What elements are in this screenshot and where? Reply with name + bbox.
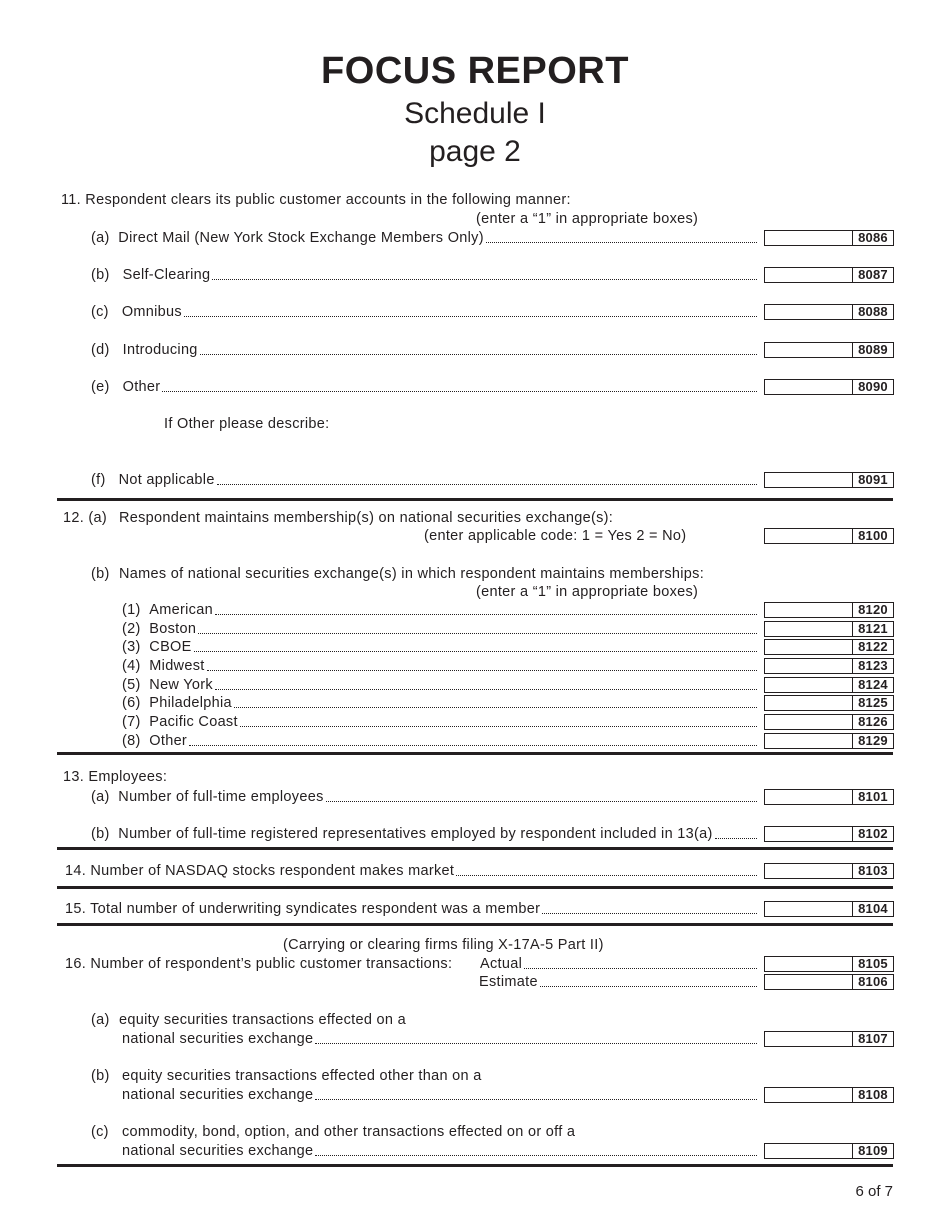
- dot-leader: [215, 613, 757, 615]
- item-number: (b): [91, 267, 110, 283]
- item-label: 14. Number of NASDAQ stocks respondent makes market: [65, 863, 455, 879]
- input-field-8090[interactable]: [764, 379, 894, 395]
- section-divider: [57, 886, 893, 889]
- input-field-8100[interactable]: [764, 528, 894, 544]
- section-divider: [57, 752, 893, 755]
- line-code: 8102: [852, 827, 893, 841]
- item-number: (6): [122, 695, 141, 711]
- exchange-boston: [122, 620, 759, 638]
- section-16-note: (Carrying or clearing firms filing X-17A-5 Part II): [283, 937, 604, 953]
- line-code: 8108: [852, 1088, 893, 1102]
- input-field-8106[interactable]: [764, 974, 894, 990]
- input-field-8101[interactable]: [764, 789, 894, 805]
- item-label: Not applicable: [118, 472, 215, 488]
- input-field-8088[interactable]: [764, 304, 894, 320]
- dot-leader: [184, 315, 757, 317]
- line-code: 8089: [852, 343, 893, 357]
- section-12b-instruction: (enter a “1” in appropriate boxes): [476, 584, 699, 600]
- item-number: (4): [122, 658, 141, 674]
- item-label: Midwest: [149, 658, 205, 674]
- line-11f: [91, 471, 759, 489]
- item-label: Number of full-time employees: [118, 789, 324, 805]
- section-16c-line1: commodity, bond, option, and other transactions effected on or off a: [122, 1124, 576, 1140]
- section-12a-label: Respondent maintains membership(s) on national securities exchange(s):: [119, 510, 614, 526]
- exchange-midwest: [122, 657, 759, 675]
- line-code: 8105: [852, 957, 893, 971]
- line-code: 8122: [852, 640, 893, 654]
- line-code: 8106: [852, 975, 893, 989]
- line-13b: [91, 825, 759, 843]
- item-number: (5): [122, 677, 141, 693]
- exchange-other: [122, 732, 759, 750]
- line-code: 8121: [852, 622, 893, 636]
- line-11a: [91, 229, 759, 247]
- input-field-8089[interactable]: [764, 342, 894, 358]
- item-label: Other: [122, 379, 161, 395]
- input-field-8121[interactable]: [764, 621, 894, 637]
- dot-leader: [524, 967, 757, 969]
- dot-leader: [162, 390, 757, 392]
- input-field-8122[interactable]: [764, 639, 894, 655]
- line-code: 8126: [852, 715, 893, 729]
- item-number: (b): [91, 826, 110, 842]
- dot-leader: [212, 278, 757, 280]
- section-16a-line1: equity securities transactions effected on a: [119, 1012, 406, 1028]
- section-16b-number: (b): [91, 1068, 110, 1084]
- input-field-8087[interactable]: [764, 267, 894, 283]
- item-label: 15. Total number of underwriting syndicates respondent was a member: [65, 901, 541, 917]
- dot-leader: [315, 1098, 757, 1100]
- item-label: Estimate: [479, 974, 538, 990]
- line-code: 8124: [852, 678, 893, 692]
- input-field-8120[interactable]: [764, 602, 894, 618]
- item-label: Actual: [480, 956, 523, 972]
- line-code: 8087: [852, 268, 893, 282]
- line-code: 8104: [852, 902, 893, 916]
- line-16-estimate: [479, 973, 759, 991]
- line-code: 8125: [852, 696, 893, 710]
- item-label: Pacific Coast: [149, 714, 238, 730]
- item-label: Number of full-time registered representatives employed by respondent included in 13(a): [118, 826, 713, 842]
- exchange-american: [122, 601, 759, 619]
- dot-leader: [315, 1154, 757, 1156]
- line-code: 8091: [852, 473, 893, 487]
- input-field-8108[interactable]: [764, 1087, 894, 1103]
- input-field-8124[interactable]: [764, 677, 894, 693]
- item-number: (8): [122, 733, 141, 749]
- item-number: (c): [91, 304, 109, 320]
- section-12b-number: (b): [91, 566, 110, 582]
- dot-leader: [315, 1042, 757, 1044]
- section-divider: [57, 498, 893, 501]
- item-label: Boston: [149, 621, 197, 637]
- section-12b-label: Names of national securities exchange(s) in which respondent maintains memberships:: [119, 566, 705, 582]
- line-11c: [91, 303, 759, 321]
- line-13a: [91, 788, 759, 806]
- input-field-8102[interactable]: [764, 826, 894, 842]
- item-label: American: [149, 602, 213, 618]
- line-11b: [91, 266, 759, 284]
- section-16b-line1: equity securities transactions effected other than on a: [122, 1068, 482, 1084]
- dot-leader: [215, 688, 757, 690]
- dot-leader: [200, 353, 757, 355]
- item-label: CBOE: [149, 639, 192, 655]
- section-divider: [57, 1164, 893, 1167]
- dot-leader: [194, 650, 757, 652]
- item-label: Direct Mail (New York Stock Exchange Members Only): [118, 230, 484, 246]
- item-label: national securities exchange: [122, 1143, 314, 1159]
- dot-leader: [486, 241, 757, 243]
- item-number: (a): [91, 789, 110, 805]
- exchange-philadelphia: [122, 694, 759, 712]
- input-field-8107[interactable]: [764, 1031, 894, 1047]
- input-field-8125[interactable]: [764, 695, 894, 711]
- section-11-instruction: (enter a “1” in appropriate boxes): [476, 211, 699, 227]
- item-number: (2): [122, 621, 141, 637]
- dot-leader: [234, 706, 757, 708]
- line-15: [65, 900, 759, 918]
- item-number: (e): [91, 379, 110, 395]
- line-14: [65, 862, 759, 880]
- item-label: Self-Clearing: [122, 267, 211, 283]
- line-code: 8109: [852, 1144, 893, 1158]
- line-11d: [91, 341, 759, 359]
- line-code: 8090: [852, 380, 893, 394]
- line-code: 8101: [852, 790, 893, 804]
- input-field-8123[interactable]: [764, 658, 894, 674]
- dot-leader: [715, 837, 757, 839]
- dot-leader: [240, 725, 757, 727]
- input-field-8103[interactable]: [764, 863, 894, 879]
- section-16a-number: (a): [91, 1012, 110, 1028]
- exchange-cboe: [122, 638, 759, 656]
- item-label: national securities exchange: [122, 1087, 314, 1103]
- item-number: (d): [91, 342, 110, 358]
- input-field-8086[interactable]: [764, 230, 894, 246]
- input-field-8129[interactable]: [764, 733, 894, 749]
- line-16b: [122, 1086, 759, 1104]
- line-16-actual: [480, 955, 759, 973]
- dot-leader: [189, 744, 757, 746]
- dot-leader: [542, 912, 757, 914]
- section-16c-number: (c): [91, 1124, 109, 1140]
- section-13-heading: 13. Employees:: [63, 769, 168, 785]
- exchange-new-york: [122, 676, 759, 694]
- line-code: 8129: [852, 734, 893, 748]
- line-code: 8120: [852, 603, 893, 617]
- input-field-8109[interactable]: [764, 1143, 894, 1159]
- line-code: 8100: [852, 529, 893, 543]
- item-number: (3): [122, 639, 141, 655]
- line-code: 8088: [852, 305, 893, 319]
- item-number: (a): [91, 230, 110, 246]
- input-field-8104[interactable]: [764, 901, 894, 917]
- dot-leader: [540, 985, 757, 987]
- line-code: 8107: [852, 1032, 893, 1046]
- input-field-8105[interactable]: [764, 956, 894, 972]
- section-divider: [57, 923, 893, 926]
- item-label: Omnibus: [121, 304, 182, 320]
- item-label: national securities exchange: [122, 1031, 314, 1047]
- input-field-8126[interactable]: [764, 714, 894, 730]
- page-label: page 2: [429, 135, 521, 168]
- line-16c: [122, 1142, 759, 1160]
- dot-leader: [207, 669, 757, 671]
- section-12a-number: 12. (a): [63, 510, 108, 526]
- item-number: (f): [91, 472, 106, 488]
- dot-leader: [326, 800, 757, 802]
- other-describe-label: If Other please describe:: [164, 416, 330, 432]
- line-11e: [91, 378, 759, 396]
- dot-leader: [217, 483, 757, 485]
- line-code: 8086: [852, 231, 893, 245]
- line-code: 8103: [852, 864, 893, 878]
- schedule-subtitle: Schedule I: [404, 97, 546, 130]
- dot-leader: [198, 632, 757, 634]
- exchange-pacific-coast: [122, 713, 759, 731]
- item-label: Introducing: [122, 342, 198, 358]
- report-title: FOCUS REPORT: [321, 50, 629, 92]
- section-12a-instruction: (enter applicable code: 1 = Yes 2 = No): [424, 528, 687, 544]
- item-label: Other: [149, 733, 188, 749]
- dot-leader: [456, 874, 757, 876]
- line-16a: [122, 1030, 759, 1048]
- section-16-heading: 16. Number of respondent’s public customer transactions:: [65, 956, 453, 972]
- item-number: (7): [122, 714, 141, 730]
- section-divider: [57, 847, 893, 850]
- item-label: New York: [149, 677, 213, 693]
- section-11-heading: 11. Respondent clears its public customer accounts in the following manner:: [61, 192, 571, 208]
- page-counter: 6 of 7: [855, 1183, 893, 1200]
- item-number: (1): [122, 602, 141, 618]
- item-label: Philadelphia: [149, 695, 232, 711]
- input-field-8091[interactable]: [764, 472, 894, 488]
- line-code: 8123: [852, 659, 893, 673]
